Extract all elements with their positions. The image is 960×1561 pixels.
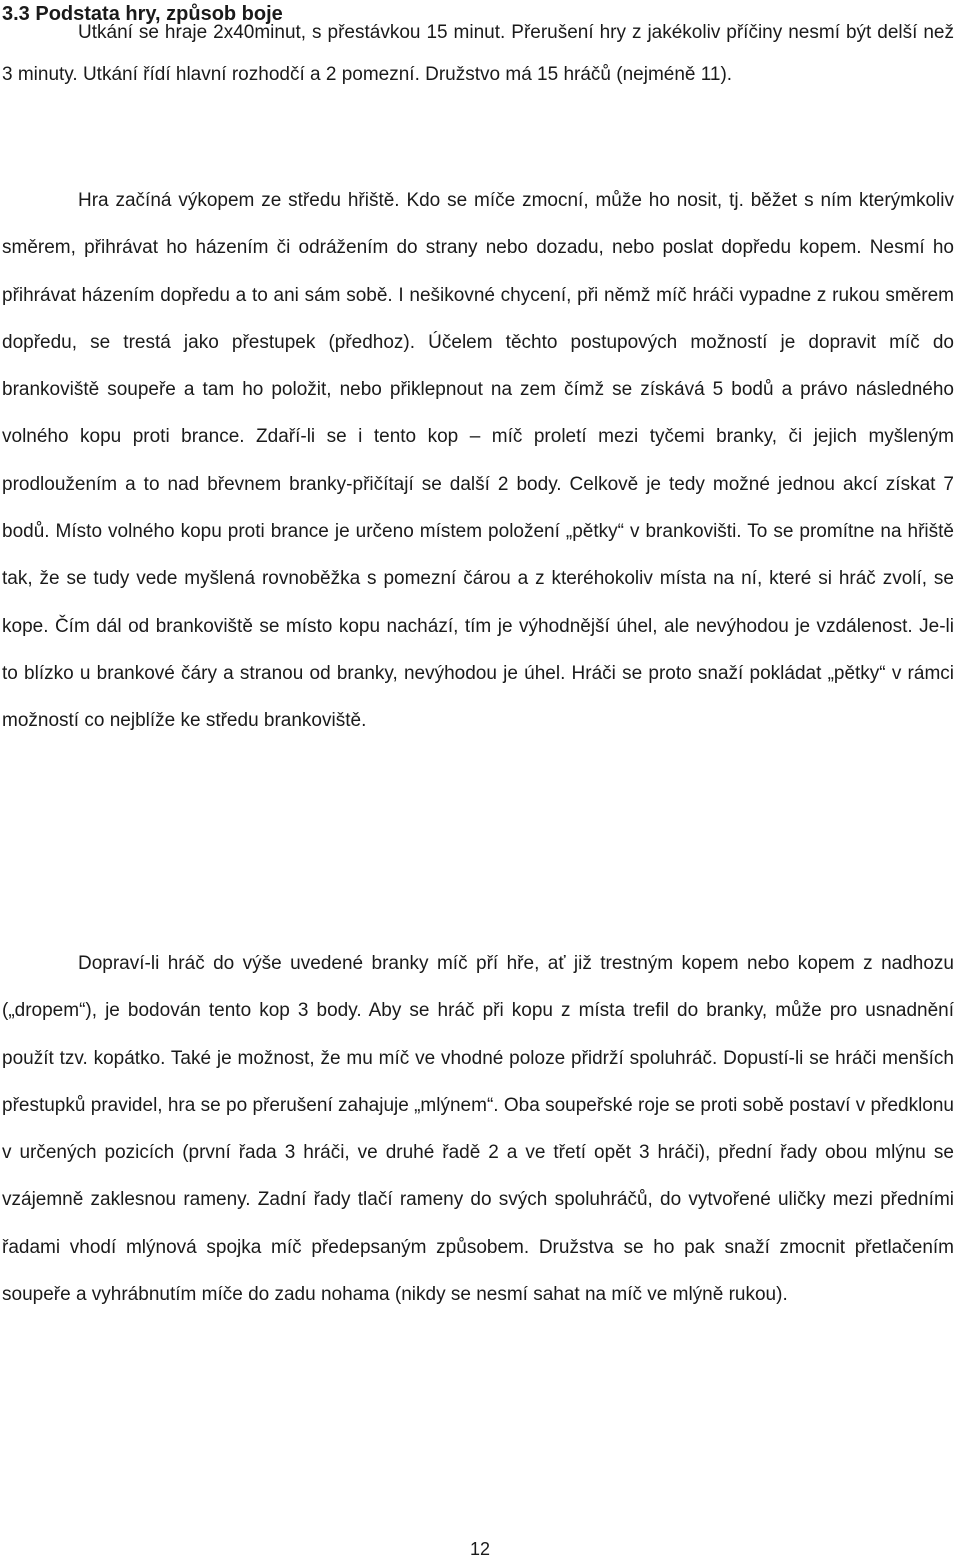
- page-number: 12: [469, 1539, 491, 1559]
- paragraph-match-duration: Utkání se hraje 2x40minut, s přestávkou 15 minut. Přerušení hry z jakékoliv příčiny nesmí být delší než 3 minuty. Utkání řídí hlavní rozhodčí a 2 pomezní. Družstvo má 15 hráčů (nejméně 11).: [2, 22, 954, 85]
- section-heading: 3.3 Podstata hry, způsob boje: [2, 3, 283, 25]
- paragraph-game-start: Hra začíná výkopem ze středu hřiště. Kdo se míče zmocní, může ho nosit, tj. běžet s ním kterýmkoliv směrem, přihrávat ho házením či odrážením do strany nebo dozadu, nebo poslat dopředu kopem. Nesmí ho přihrávat házením dopředu a to ani sám sobě. I nešikovné chycení, při němž míč hráči vypadne z rukou směrem dopředu, se trestá jako přestupek (předhoz). Účelem těchto postupových možností je dopravit míč do brankoviště soupeře a tam ho položit, nebo přiklepnout na zem čímž se získává 5 bodů a právo následného volného kopu proti brance. Zdaří-li se i tento kop – míč proletí mezi tyčemi branky, či jejich myšleným prodloužením a to nad břevnem branky-přičítají se další 2 body. Celkově je tedy možné jednou akcí získat 7 bodů. Místo volného kopu proti brance je určeno místem položení „pětky“ v brankovišti. To se promítne na hřiště tak, že se tudy vede myšlená rovnoběžka s pomezní čárou a z kteréhokoliv místa na ní, které si hráč zvolí, se kope. Čím dál od brankoviště se místo kopu nachází, tím je výhodnější úhel, ale nevýhodou je vzdálenost. Je-li to blízko u brankové čáry a stranou od branky, nevýhodou je úhel. Hráči se proto snaží pokládat „pětky“ v rámci možností co nejblíže ke středu brankoviště.: [2, 190, 954, 732]
- paragraph-scoring-kick: Dopraví-li hráč do výše uvedené branky míč pří hře, ať již trestným kopem nebo kopem z nadhozu („dropem“), je bodován tento kop 3 body. Aby se hráč při kopu z místa trefil do branky, může pro usnadnění použít tzv. kopátko. Také je možnost, že mu míč ve vhodné poloze přidrží spoluhráč. Dopustí-li se hráči menších přestupků pravidel, hra se po přerušení zahajuje „mlýnem“. Oba soupeřské roje se proti sobě postaví v předklonu v určených pozicích (první řada 3 hráči, ve druhé řadě 2 a ve třetí opět 3 hráči), přední řady obou mlýnu se vzájemně zaklesnou rameny. Zadní řady tlačí rameny do svých spoluhráčů, do vytvořené uličky mezi předními řadami vhodí mlýnová spojka míč předepsaným způsobem. Družstva se ho pak snaží zmocnit přetlačením soupeře a vyhrábnutím míče do zadu nohama (nikdy se nesmí sahat na míč ve mlýně rukou).: [2, 953, 954, 1306]
